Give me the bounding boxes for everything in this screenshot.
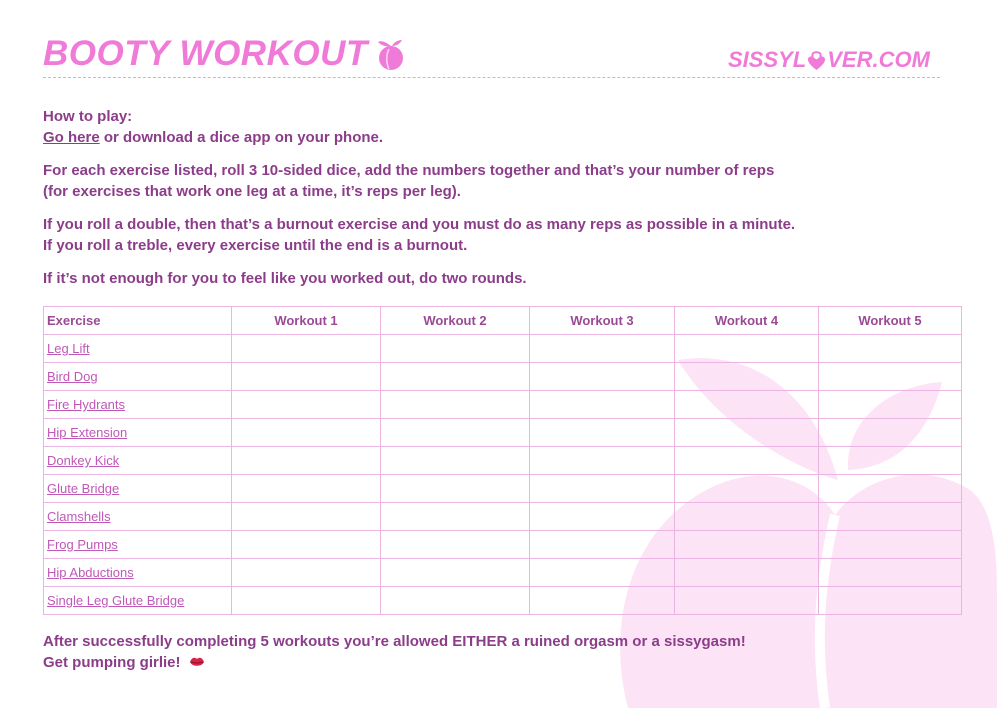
brand-logo xyxy=(728,46,930,74)
workout-cell[interactable] xyxy=(530,587,675,615)
treble-line: If you roll a treble, every exercise until the end is a burnout. xyxy=(43,237,468,254)
table-row xyxy=(44,419,962,447)
workout-cell[interactable] xyxy=(530,503,675,531)
workout-cell[interactable] xyxy=(530,447,675,475)
workout-table xyxy=(43,306,962,615)
footer-section xyxy=(43,631,923,673)
workout-cell[interactable] xyxy=(232,503,381,531)
how-to-play-section xyxy=(43,106,923,148)
workout-cell[interactable] xyxy=(232,559,381,587)
workout-cell[interactable] xyxy=(819,363,962,391)
workout-cell[interactable] xyxy=(381,447,530,475)
table-row xyxy=(44,559,962,587)
workout-cell[interactable] xyxy=(530,335,675,363)
workout-cell[interactable] xyxy=(819,587,962,615)
reps-line-1: For each exercise listed, roll 3 10-sided dice, add the numbers together and that’s your number of reps xyxy=(43,162,775,179)
exercise-link[interactable]: Single Leg Glute Bridge xyxy=(44,587,232,615)
exercise-link[interactable]: Hip Abductions xyxy=(44,559,232,587)
workout-cell[interactable] xyxy=(530,391,675,419)
workout-cell[interactable] xyxy=(675,447,819,475)
workout-cell[interactable] xyxy=(819,447,962,475)
burnout-rule xyxy=(43,214,923,256)
workout-cell[interactable] xyxy=(232,335,381,363)
table-row xyxy=(44,447,962,475)
workout-cell[interactable] xyxy=(232,363,381,391)
double-line: If you roll a double, then that’s a burnout exercise and you must do as many reps as possible in a minute. xyxy=(43,216,796,233)
workout-cell[interactable] xyxy=(819,503,962,531)
workout-cell[interactable] xyxy=(381,559,530,587)
title-text: BOOTY WORKOUT xyxy=(43,34,368,73)
workout-cell[interactable] xyxy=(232,587,381,615)
page-title xyxy=(43,32,406,76)
table-row xyxy=(44,335,962,363)
col-header-workout-1: Workout 1 xyxy=(232,307,381,335)
col-header-workout-5: Workout 5 xyxy=(819,307,962,335)
footer-line-2: Get pumping girlie! xyxy=(43,654,181,671)
reps-line-2: (for exercises that work one leg at a time, it’s reps per leg). xyxy=(43,183,461,200)
workout-cell[interactable] xyxy=(819,335,962,363)
workout-cell[interactable] xyxy=(819,419,962,447)
workout-cell[interactable] xyxy=(232,475,381,503)
exercise-link[interactable]: Hip Extension xyxy=(44,419,232,447)
reps-rule xyxy=(43,160,923,202)
table-row xyxy=(44,587,962,615)
exercise-link[interactable]: Leg Lift xyxy=(44,335,232,363)
workout-cell[interactable] xyxy=(381,503,530,531)
workout-cell[interactable] xyxy=(530,363,675,391)
workout-cell[interactable] xyxy=(530,559,675,587)
brand-text-suffix: VER.COM xyxy=(827,47,930,72)
workout-cell[interactable] xyxy=(675,531,819,559)
workout-cell[interactable] xyxy=(381,335,530,363)
peach-icon xyxy=(376,37,406,71)
footer-line-1: After successfully completing 5 workouts you’re allowed EITHER a ruined orgasm or a sissygasm! xyxy=(43,633,746,650)
workout-cell[interactable] xyxy=(530,419,675,447)
how-to-play-heading: How to play: xyxy=(43,108,133,125)
col-header-workout-3: Workout 3 xyxy=(530,307,675,335)
exercise-link[interactable]: Donkey Kick xyxy=(44,447,232,475)
workout-cell[interactable] xyxy=(232,531,381,559)
exercise-link[interactable]: Clamshells xyxy=(44,503,232,531)
workout-cell[interactable] xyxy=(675,559,819,587)
workout-cell[interactable] xyxy=(381,475,530,503)
col-header-workout-2: Workout 2 xyxy=(381,307,530,335)
brand-text-prefix: SISSYL xyxy=(728,47,807,72)
rounds-line: If it’s not enough for you to feel like you worked out, do two rounds. xyxy=(43,270,527,287)
table-row xyxy=(44,531,962,559)
footer-line-2-wrap xyxy=(43,652,923,673)
table-row xyxy=(44,503,962,531)
exercise-link[interactable]: Frog Pumps xyxy=(44,531,232,559)
workout-cell[interactable] xyxy=(381,531,530,559)
workout-cell[interactable] xyxy=(675,475,819,503)
download-text: or download a dice app on your phone. xyxy=(99,129,384,146)
rounds-rule xyxy=(43,268,923,289)
heart-lock-icon xyxy=(807,49,826,71)
workout-cell[interactable] xyxy=(819,531,962,559)
workout-cell[interactable] xyxy=(530,475,675,503)
workout-cell[interactable] xyxy=(675,391,819,419)
workout-cell[interactable] xyxy=(675,419,819,447)
table-row xyxy=(44,475,962,503)
exercise-link[interactable]: Fire Hydrants xyxy=(44,391,232,419)
workout-cell[interactable] xyxy=(675,587,819,615)
workout-cell[interactable] xyxy=(675,335,819,363)
workout-cell[interactable] xyxy=(232,391,381,419)
workout-cell[interactable] xyxy=(232,447,381,475)
workout-cell[interactable] xyxy=(381,419,530,447)
exercise-link[interactable]: Glute Bridge xyxy=(44,475,232,503)
workout-cell[interactable] xyxy=(675,363,819,391)
workout-cell[interactable] xyxy=(819,559,962,587)
workout-cell[interactable] xyxy=(381,391,530,419)
header-divider xyxy=(43,77,940,78)
go-here-line xyxy=(43,127,923,148)
workout-cell[interactable] xyxy=(819,475,962,503)
workout-cell[interactable] xyxy=(530,531,675,559)
go-here-link[interactable]: Go here xyxy=(43,129,100,146)
table-row xyxy=(44,391,962,419)
lips-icon xyxy=(189,656,205,668)
table-row xyxy=(44,363,962,391)
workout-cell[interactable] xyxy=(381,587,530,615)
exercise-link[interactable]: Bird Dog xyxy=(44,363,232,391)
workout-cell[interactable] xyxy=(232,419,381,447)
table-header-row xyxy=(44,307,962,335)
workout-cell[interactable] xyxy=(819,391,962,419)
workout-cell[interactable] xyxy=(675,503,819,531)
workout-cell[interactable] xyxy=(381,363,530,391)
col-header-exercise: Exercise xyxy=(44,307,232,335)
col-header-workout-4: Workout 4 xyxy=(675,307,819,335)
